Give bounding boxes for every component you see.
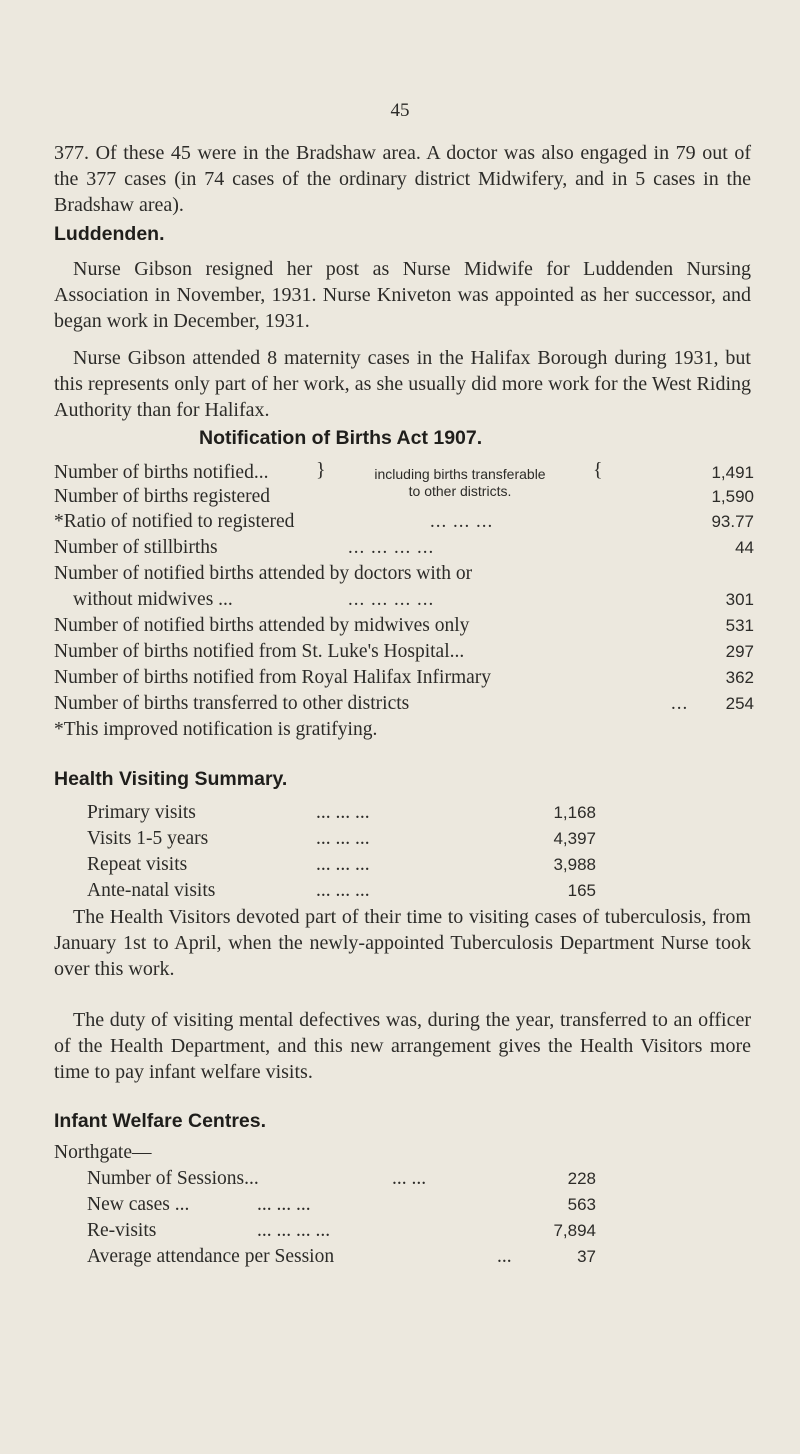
centre-value: 37 [577,1247,596,1266]
notification-row [54,691,754,717]
notification-row [54,665,754,691]
centre-value: 563 [567,1195,596,1214]
visit-value: 1,168 [553,803,596,822]
visit-label: Visits 1-5 years [87,828,209,849]
centre-label: Number of Sessions... [87,1168,259,1189]
leader-dots: ... ... ... ... [348,537,435,558]
row-value: 1,590 [711,487,754,506]
notification-row [54,639,754,665]
left-brace-icon: { [593,459,603,481]
leader-dots: ... ... ... [430,511,494,532]
luddenden-heading: Luddenden. [54,223,165,245]
row-label: Number of stillbirths [54,537,218,558]
leader-dots: ... ... [392,1168,427,1189]
row-value: 44 [735,538,754,557]
notification-row [54,535,754,561]
intro-paragraph: 377. Of these 45 were in the Bradshaw area. A doctor was also engaged in 79 out of the 377 cases (in 74 cases of the ordinary district Midwifery, and in 5 cases in the Bradshaw area). [54,142,751,216]
health-visiting-paragraph-1: The Health Visitors devoted part of their time to visiting cases of tuberculosis, from January 1st to April, when the newly-appointed Tuberculosis Department Nurse took over this work. [54,906,751,980]
brace-note: including births transferable to other districts. [374,466,546,499]
centre-label: New cases ... [87,1194,190,1215]
leader-dots: ... ... ... [316,880,370,901]
row-value: 531 [725,616,754,635]
visit-value: 165 [567,881,596,900]
leader-dots: ... ... ... [316,854,370,875]
page-number: 45 [390,100,410,121]
row-label: Number of births notified... [54,462,269,483]
row-value: 254 [725,694,754,713]
leader-dots: ... ... ... ... [257,1220,331,1241]
row-label: Number of births notified from Royal Halifax Infirmary [54,667,492,688]
health-visiting-paragraph-2: The duty of visiting mental defectives was, during the year, transferred to an officer of the Health Department, and this new arrangement gives the Health Visitors more time to pay infant welfare visits. [54,1009,751,1083]
leader-dots: ... ... ... [316,802,370,823]
centre-label: Re-visits [87,1220,157,1241]
leader-dots: ... ... ... [316,828,370,849]
leader-dots: ... [671,693,689,714]
luddenden-paragraph-2: Nurse Gibson attended 8 maternity cases in the Halifax Borough during 1931, but this represents only part of her work, as she usually did more work for the West Riding Authority than for Halifax. [54,347,751,421]
row-label: Number of births registered [54,486,271,507]
visit-label: Primary visits [87,802,196,823]
right-brace-icon: } [316,459,326,481]
row-label: Number of notified births attended by doctors with or [54,563,473,584]
row-value: 1,491 [711,463,754,482]
health-visiting-heading: Health Visiting Summary. [54,768,288,790]
notification-footnote: *This improved notification is gratifying. [54,719,378,740]
row-value: 93.77 [711,512,754,531]
row-label: Number of notified births attended by midwives only [54,615,470,636]
luddenden-paragraph-1: Nurse Gibson resigned her post as Nurse Midwife for Luddenden Nursing Association in November, 1931. Nurse Kniveton was appointed as her successor, and began work in December, 1931. [54,258,751,332]
row-label: Number of births transferred to other districts [54,693,410,714]
leader-dots: ... ... ... ... [348,589,435,610]
visit-value: 4,397 [553,829,596,848]
leader-dots: ... ... ... [257,1194,311,1215]
row-label: *Ratio of notified to registered [54,511,295,532]
infant-welfare-heading: Infant Welfare Centres. [54,1110,267,1132]
visit-label: Ante-natal visits [87,880,216,901]
visit-value: 3,988 [553,855,596,874]
leader-dots: ... [497,1246,512,1267]
notification-heading: Notification of Births Act 1907. [199,427,483,449]
notification-row [54,509,754,535]
row-value: 362 [725,668,754,687]
row-label: Number of births notified from St. Luke's Hospital... [54,641,465,662]
notification-row [54,561,754,587]
notification-row [54,613,754,639]
northgate-subheading: Northgate— [54,1142,152,1163]
row-label: without midwives ... [73,589,233,610]
visit-label: Repeat visits [87,854,188,875]
row-value: 297 [725,642,754,661]
centre-value: 7,894 [553,1221,596,1240]
centre-label: Average attendance per Session [87,1246,335,1267]
row-value: 301 [725,590,754,609]
centre-value: 228 [567,1169,596,1188]
notification-row [54,587,754,613]
